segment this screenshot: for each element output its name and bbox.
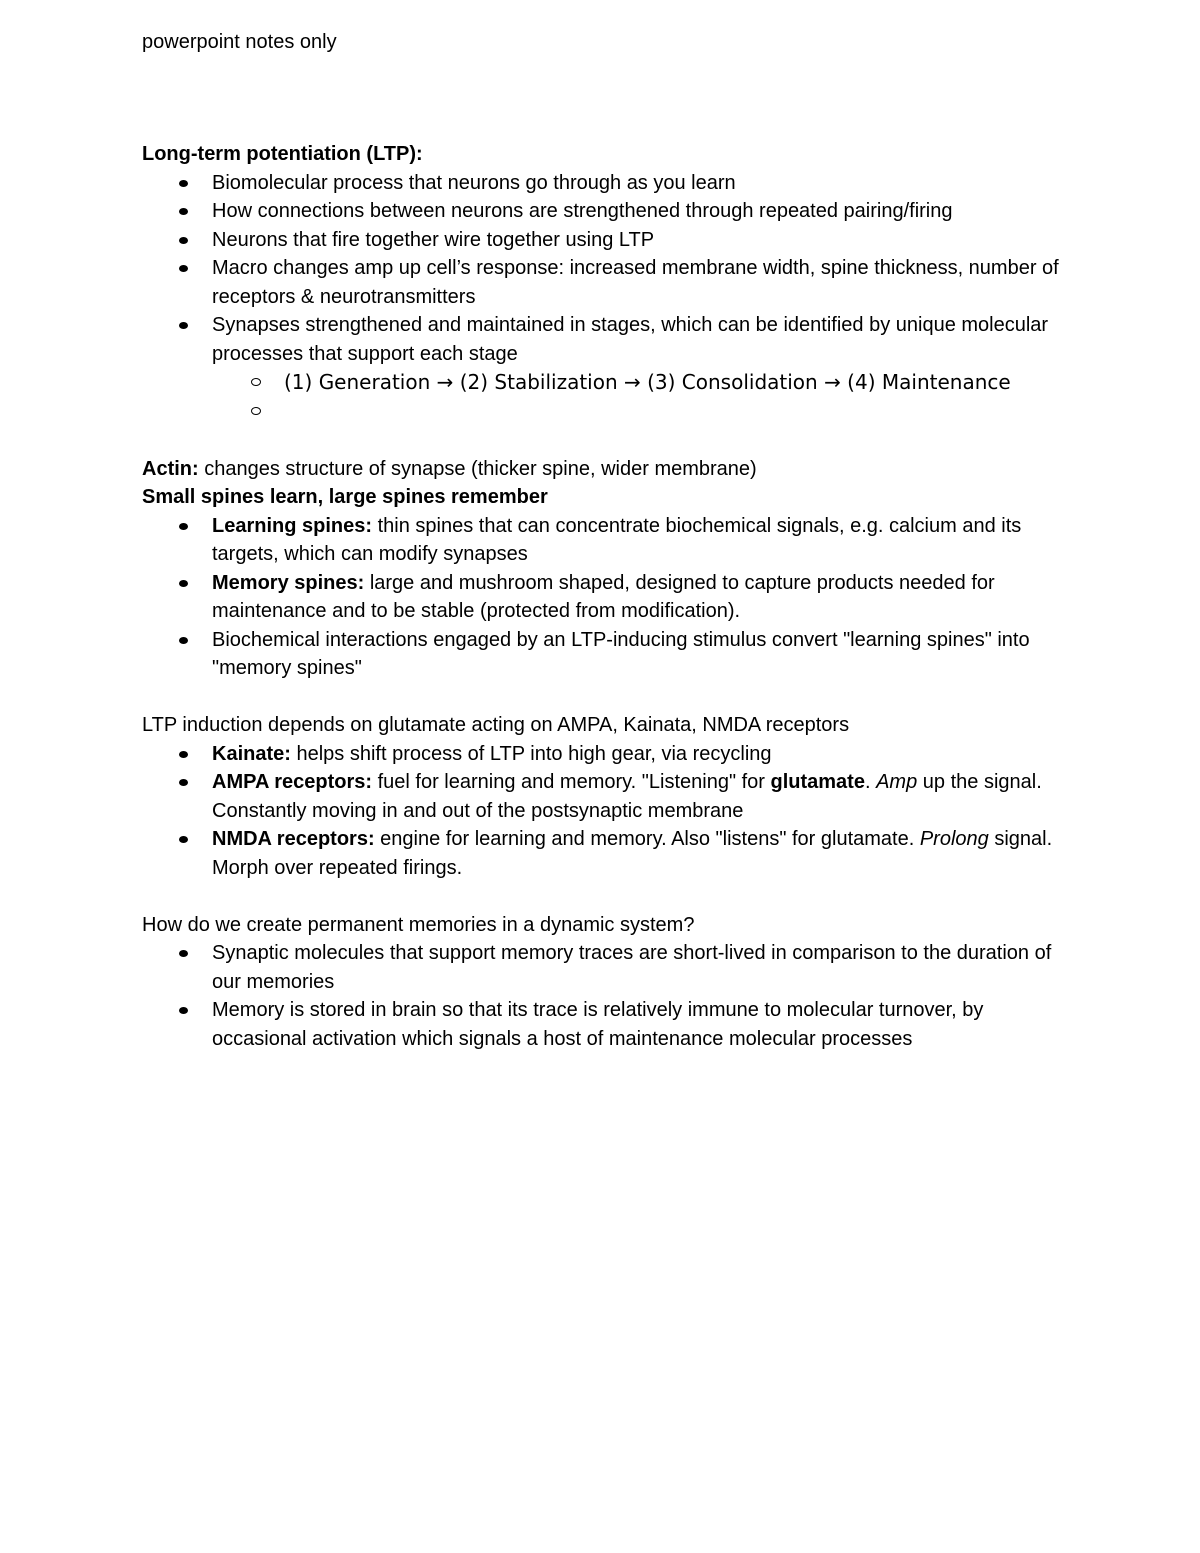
memory-spines-label: Memory spines: [212,571,365,594]
list-item [212,311,1072,426]
nmda-text-2: signal. Morph over repeated firings. [212,828,1053,879]
list-item [212,740,1072,769]
list-item [212,626,1072,683]
list-item [212,512,1072,569]
learning-spines-label: Learning spines: [212,514,373,537]
sub-list-item-empty [284,397,1072,426]
ampa-text-2: . [864,771,877,793]
list-item [212,825,1072,882]
nmda-text-1: engine for learning and memory. Also "listens" for glutamate. [374,828,920,850]
ltp-heading: Long-term potentiation (LTP): [142,143,423,165]
ampa-text-1: fuel for learning and memory. "Listening" for [372,771,771,793]
receptors-intro: LTP induction depends on glutamate acting on AMPA, Kainata, NMDA receptors [142,714,850,736]
actin-text: changes structure of synapse (thicker spine, wider membrane) [198,457,757,480]
ampa-amp: Amp [876,771,918,793]
permanent-bullet-list [142,939,1072,1053]
ampa-text-3: up the signal. Constantly moving in and out of the postsynaptic membrane [212,771,1042,822]
header-note: powerpoint notes only [142,31,337,53]
spacer [142,882,1072,911]
list-item [212,569,1072,626]
list-item: Synaptic molecules that support memory traces are short-lived in comparison to the duration of our memories [212,939,1072,996]
ltp-stage-sublist [212,368,1072,426]
sub-list-item: (1) Generation → (2) Stabilization → (3) Consolidation → (4) Maintenance [284,368,1072,397]
nmda-label: NMDA receptors: [212,828,375,850]
spacer [142,683,1072,712]
permanent-question: How do we create permanent memories in a dynamic system? [142,913,695,936]
learning-spines-text: thin spines that can concentrate biochemical signals, e.g. calcium and its targets, which can modify synapses [212,514,1022,565]
document-body [142,140,1072,1053]
list-item: Macro changes amp up cell’s response: increased membrane width, spine thickness, number of receptors & neurotransmitters [212,254,1072,311]
list-item: Memory is stored in brain so that its trace is relatively immune to molecular turnover, by occasional activation which signals a host of maintenance molecular processes [212,996,1072,1053]
kainate-text: helps shift process of LTP into high gear, via recycling [290,742,772,765]
list-item [212,768,1072,825]
memory-spines-text: large and mushroom shaped, designed to capture products needed for maintenance and to be stable (protected from modification). [212,571,995,622]
ampa-glutamate: glutamate [770,771,865,793]
kainate-label: Kainate: [212,742,291,765]
ampa-label: AMPA receptors: [212,771,373,793]
spacer [142,426,1072,455]
actin-line [142,455,1072,484]
receptors-bullet-list [142,740,1072,883]
spines-conversion-text: Biochemical interactions engaged by an LTP-inducing stimulus convert "learning spines" into "memory spines" [212,628,1030,679]
ltp-bullet-list [142,169,1072,427]
list-item: Neurons that fire together wire together using LTP [212,226,1072,255]
spines-bullet-list [142,512,1072,683]
actin-label: Actin: [142,457,199,480]
list-item: Biomolecular process that neurons go through as you learn [212,169,1072,198]
list-item-text: Synapses strengthened and maintained in stages, which can be identified by unique molecular processes that support each stage [212,314,1049,365]
nmda-prolong: Prolong [919,828,989,850]
list-item: How connections between neurons are strengthened through repeated pairing/firing [212,197,1072,226]
spines-heading: Small spines learn, large spines remember [142,486,548,508]
